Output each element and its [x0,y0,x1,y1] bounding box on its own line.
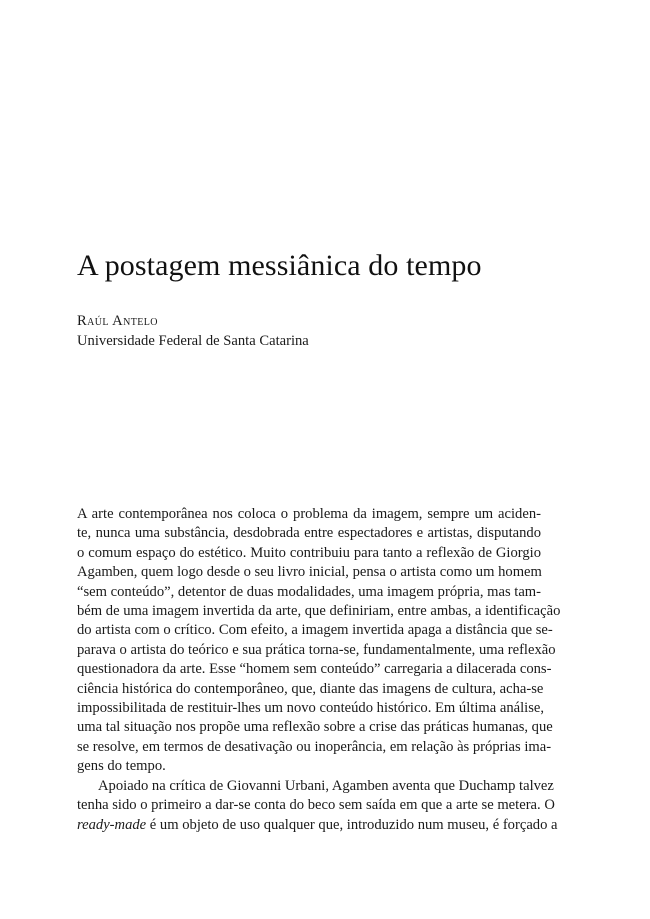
article-title: A postagem messiânica do tempo [77,249,482,282]
text-line: uma tal situação nos propõe uma reflexão sobre a crise das práticas humanas, que [77,719,553,736]
author-affiliation: Universidade Federal de Santa Catarina [77,332,309,349]
text-line: tenha sido o primeiro a dar-se conta do beco sem saída em que a arte se metera. O [77,797,555,814]
paragraph-1 [77,505,561,777]
text-line: Apoiado na crítica de Giovanni Urbani, Agamben aventa que Duchamp talvez [98,777,554,794]
byline [77,312,309,351]
text-line: questionadora da arte. Esse “homem sem conteúdo” carregaria a dilacerada cons- [77,661,552,678]
text-line: do artista com o crítico. Com efeito, a imagem invertida apaga a distância que se- [77,622,553,639]
text-line [77,816,558,835]
text-line: se resolve, em termos de desativação ou inoperância, em relação às próprias ima- [77,738,552,755]
article-body [77,505,561,835]
text-segment: é um objeto de uso qualquer que, introduzido num museu, é forçado a [146,816,558,833]
text-line: parava o artista do teórico e sua prática torna-se, fundamentalmente, uma reflexão [77,641,556,658]
paragraph-2 [77,777,558,835]
text-line: A arte contemporânea nos coloca o problema da imagem, sempre um aciden- [77,506,541,522]
text-line: impossibilitada de restituir-lhes um novo conteúdo histórico. Em última análise, [77,700,545,717]
text-line: Agamben, quem logo desde o seu livro inicial, pensa o artista como um homem [77,564,542,581]
italic-term: ready-made [77,816,147,833]
text-line: “sem conteúdo”, detentor de duas modalidades, uma imagem própria, mas tam- [77,583,542,600]
text-line: te, nunca uma substância, desdobrada entre espectadores e artistas, disputando [77,525,541,542]
text-line: ciência histórica do contemporâneo, que, diante das imagens de cultura, acha-se [77,680,544,697]
author-name: Raúl Antelo [77,313,158,329]
text-line: o comum espaço do estético. Muito contribuiu para tanto a reflexão de Giorgio [77,544,541,561]
text-line: gens do tempo. [77,758,166,775]
text-line: bém de uma imagem invertida da arte, que definiriam, entre ambas, a identificação [77,603,561,620]
